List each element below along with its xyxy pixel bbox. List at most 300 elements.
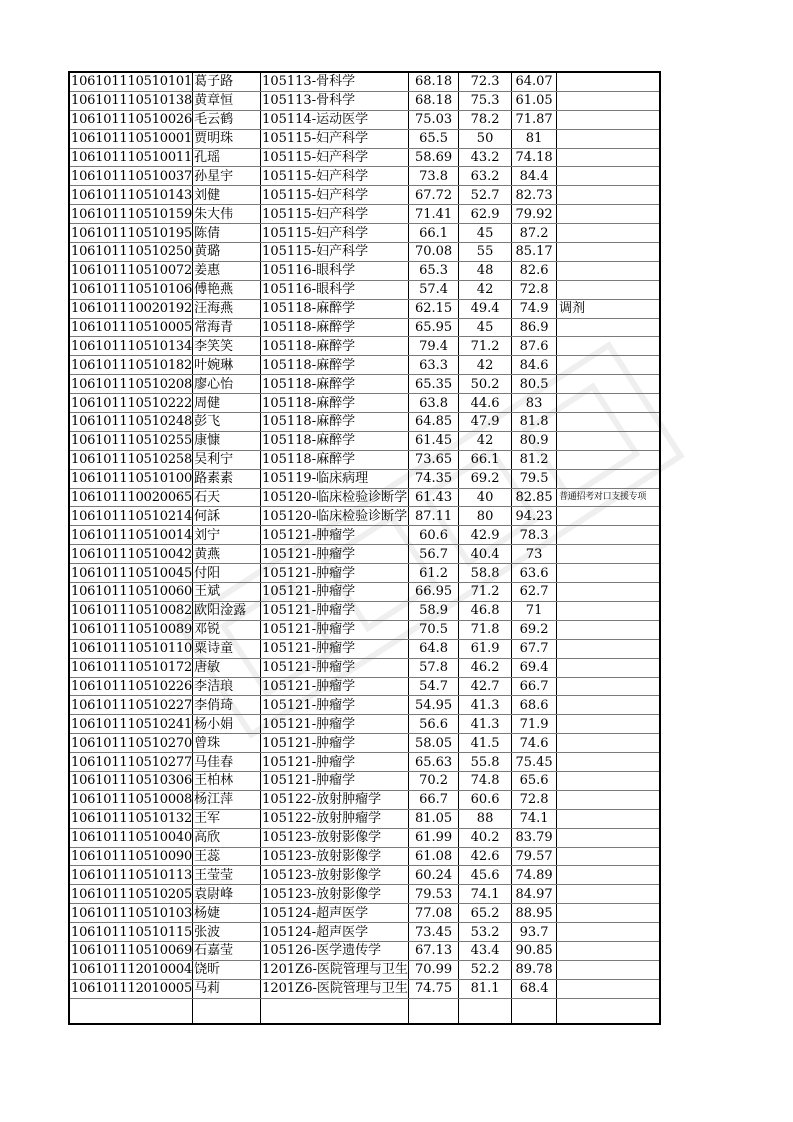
note-cell xyxy=(557,224,660,243)
score-2-cell: 65.2 xyxy=(459,904,512,923)
note-cell xyxy=(557,110,660,129)
name-cell: 邓锐 xyxy=(193,620,261,639)
score-2-cell: 71.2 xyxy=(459,583,512,602)
table-row xyxy=(69,715,660,734)
candidate-id-cell: 106101110510241 xyxy=(71,716,193,732)
score-3-cell: 65.6 xyxy=(512,771,557,790)
note-cell xyxy=(557,885,660,904)
name-cell: 王斌 xyxy=(193,583,261,602)
score-3-cell: 84.97 xyxy=(512,885,557,904)
table-row xyxy=(69,639,660,658)
name-cell: 石天 xyxy=(193,488,261,507)
score-2-cell: 62.9 xyxy=(459,205,512,224)
score-2-cell: 40 xyxy=(459,488,512,507)
candidate-id-cell: 106101110510069 xyxy=(71,943,193,959)
empty-cell xyxy=(261,998,409,1024)
score-3-cell: 78.3 xyxy=(512,526,557,545)
table-row xyxy=(69,960,660,979)
candidate-id-cell: 106101110510134 xyxy=(71,338,193,354)
score-3-cell: 82.73 xyxy=(512,186,557,205)
table-row xyxy=(69,110,660,129)
total-score-cell: 66.1 xyxy=(409,224,459,243)
candidate-id-cell: 106101110510226 xyxy=(71,678,193,694)
score-2-cell: 75.3 xyxy=(459,91,512,110)
candidate-id-cell: 106101110510132 xyxy=(71,811,193,827)
score-3-cell: 72.8 xyxy=(512,790,557,809)
score-2-cell: 61.9 xyxy=(459,639,512,658)
score-2-cell: 63.2 xyxy=(459,167,512,186)
major-cell: 105118-麻醉学 xyxy=(261,394,409,413)
major-cell: 105114-运动医学 xyxy=(261,110,409,129)
major-cell: 1201Z6-医院管理与卫生 xyxy=(262,962,408,978)
major-cell: 105118-麻醉学 xyxy=(261,356,409,375)
name-cell: 朱大伟 xyxy=(193,205,261,224)
note-cell xyxy=(557,847,660,866)
score-2-cell: 74.1 xyxy=(459,885,512,904)
table-row xyxy=(69,280,660,299)
candidate-id-cell: 106101110510205 xyxy=(71,886,193,902)
major-cell: 105124-超声医学 xyxy=(261,904,409,923)
name-cell: 马佳春 xyxy=(193,753,261,772)
table-row xyxy=(69,866,660,885)
major-cell: 1201Z6-医院管理与卫生 xyxy=(262,981,408,997)
name-cell: 毛云鹤 xyxy=(193,110,261,129)
table-row xyxy=(69,72,660,91)
major-cell: 105123-放射影像学 xyxy=(261,866,409,885)
score-3-cell: 80.5 xyxy=(512,375,557,394)
total-score-cell: 70.5 xyxy=(409,620,459,639)
score-2-cell: 78.2 xyxy=(459,110,512,129)
note-cell xyxy=(557,545,660,564)
note-cell xyxy=(557,564,660,583)
score-3-cell: 69.4 xyxy=(512,658,557,677)
major-cell: 105123-放射影像学 xyxy=(261,885,409,904)
note-cell xyxy=(557,205,660,224)
major-cell: 105118-麻醉学 xyxy=(261,299,409,318)
note-cell xyxy=(557,620,660,639)
table-row xyxy=(69,620,660,639)
candidate-id-cell: 106101110510008 xyxy=(71,792,193,808)
score-3-cell: 82.85 xyxy=(512,488,557,507)
score-3-cell: 87.2 xyxy=(512,224,557,243)
score-3-cell: 69.2 xyxy=(512,620,557,639)
name-cell: 饶昕 xyxy=(193,960,261,979)
score-3-cell: 82.6 xyxy=(512,261,557,280)
name-cell: 王柏林 xyxy=(193,771,261,790)
name-cell: 张波 xyxy=(193,923,261,942)
name-cell: 杨江萍 xyxy=(193,790,261,809)
table-row xyxy=(69,696,660,715)
candidate-id-cell: 106101110510214 xyxy=(71,508,193,524)
candidate-id-cell: 106101110510195 xyxy=(71,225,193,241)
major-cell: 105115-妇产科学 xyxy=(261,243,409,262)
candidate-id-cell: 106101110020192 xyxy=(71,301,193,317)
name-cell: 唐敏 xyxy=(193,658,261,677)
total-score-cell: 68.18 xyxy=(409,72,459,91)
candidate-id-cell: 106101110510143 xyxy=(71,187,193,203)
candidate-id-cell: 106101110510040 xyxy=(71,830,193,846)
major-cell: 105118-麻醉学 xyxy=(261,318,409,337)
candidate-id-cell: 106101112010005 xyxy=(71,981,193,997)
total-score-cell: 60.6 xyxy=(409,526,459,545)
total-score-cell: 54.7 xyxy=(409,677,459,696)
candidate-id-cell: 106101110510172 xyxy=(71,660,193,676)
name-cell: 黄璐 xyxy=(193,243,261,262)
candidate-id-cell: 106101110510037 xyxy=(71,168,193,184)
note-cell xyxy=(557,394,660,413)
major-cell: 105115-妇产科学 xyxy=(261,224,409,243)
score-2-cell: 72.3 xyxy=(459,72,512,91)
note-cell xyxy=(557,715,660,734)
candidate-id-cell: 106101110510250 xyxy=(71,244,193,260)
major-cell: 105121-肿瘤学 xyxy=(261,771,409,790)
major-cell: 105122-放射肿瘤学 xyxy=(261,790,409,809)
table-row xyxy=(69,677,660,696)
score-2-cell: 53.2 xyxy=(459,923,512,942)
empty-cell xyxy=(459,998,512,1024)
table-row xyxy=(69,809,660,828)
total-score-cell: 81.05 xyxy=(409,809,459,828)
candidate-id-cell: 106101110510227 xyxy=(71,697,193,713)
total-score-cell: 70.08 xyxy=(409,243,459,262)
note-cell xyxy=(557,469,660,488)
note-cell xyxy=(557,866,660,885)
table-row xyxy=(69,828,660,847)
table-row xyxy=(69,847,660,866)
score-3-cell: 67.7 xyxy=(512,639,557,658)
score-3-cell: 62.7 xyxy=(512,583,557,602)
score-2-cell: 42.9 xyxy=(459,526,512,545)
total-score-cell: 73.45 xyxy=(409,923,459,942)
empty-row xyxy=(69,998,660,1024)
score-2-cell: 69.2 xyxy=(459,469,512,488)
name-cell: 欧阳淦露 xyxy=(193,601,261,620)
major-cell: 105123-放射影像学 xyxy=(261,847,409,866)
score-2-cell: 48 xyxy=(459,261,512,280)
note-cell xyxy=(557,639,660,658)
candidate-id-cell: 106101110510138 xyxy=(71,93,193,109)
table-row xyxy=(69,979,660,998)
note-cell xyxy=(557,318,660,337)
candidate-id-cell: 106101110510090 xyxy=(71,848,193,864)
total-score-cell: 66.7 xyxy=(409,790,459,809)
major-cell: 105115-妇产科学 xyxy=(261,129,409,148)
candidate-id-cell: 106101110510106 xyxy=(71,282,193,298)
table-row xyxy=(69,224,660,243)
score-3-cell: 75.45 xyxy=(512,753,557,772)
total-score-cell: 54.95 xyxy=(409,696,459,715)
score-3-cell: 94.23 xyxy=(512,507,557,526)
score-2-cell: 45.6 xyxy=(459,866,512,885)
major-cell: 105121-肿瘤学 xyxy=(261,658,409,677)
name-cell: 王蕊 xyxy=(193,847,261,866)
total-score-cell: 87.11 xyxy=(409,507,459,526)
major-cell: 105122-放射肿瘤学 xyxy=(261,809,409,828)
score-3-cell: 68.4 xyxy=(512,979,557,998)
score-3-cell: 84.6 xyxy=(512,356,557,375)
score-2-cell: 46.8 xyxy=(459,601,512,620)
name-cell: 刘宁 xyxy=(193,526,261,545)
name-cell: 康慷 xyxy=(193,431,261,450)
name-cell: 路素素 xyxy=(193,469,261,488)
name-cell: 葛子路 xyxy=(193,72,261,91)
major-cell: 105121-肿瘤学 xyxy=(261,620,409,639)
score-3-cell: 81.2 xyxy=(512,450,557,469)
empty-cell xyxy=(557,998,660,1024)
score-3-cell: 86.9 xyxy=(512,318,557,337)
name-cell: 高欣 xyxy=(193,828,261,847)
major-cell: 105115-妇产科学 xyxy=(261,148,409,167)
empty-cell xyxy=(193,998,261,1024)
score-3-cell: 64.07 xyxy=(512,72,557,91)
name-cell: 杨婕 xyxy=(193,904,261,923)
candidate-id-cell: 106101110510277 xyxy=(71,754,193,770)
name-cell: 王军 xyxy=(193,809,261,828)
score-2-cell: 66.1 xyxy=(459,450,512,469)
score-2-cell: 42.7 xyxy=(459,677,512,696)
note-cell xyxy=(557,167,660,186)
total-score-cell: 56.6 xyxy=(409,715,459,734)
name-cell: 付阳 xyxy=(193,564,261,583)
total-score-cell: 77.08 xyxy=(409,904,459,923)
note-cell xyxy=(557,828,660,847)
total-score-cell: 58.05 xyxy=(409,734,459,753)
table-row xyxy=(69,431,660,450)
total-score-cell: 73.8 xyxy=(409,167,459,186)
candidate-id-cell: 106101110510026 xyxy=(71,112,193,128)
table-row xyxy=(69,941,660,960)
candidate-id-cell: 106101110510115 xyxy=(71,924,193,940)
total-score-cell: 79.53 xyxy=(409,885,459,904)
score-2-cell: 42 xyxy=(459,431,512,450)
name-cell: 李洁琅 xyxy=(193,677,261,696)
note-cell xyxy=(557,677,660,696)
major-cell: 105115-妇产科学 xyxy=(261,205,409,224)
total-score-cell: 74.35 xyxy=(409,469,459,488)
score-2-cell: 42 xyxy=(459,356,512,375)
note-cell xyxy=(557,601,660,620)
total-score-cell: 61.43 xyxy=(409,488,459,507)
candidate-id-cell: 106101110510255 xyxy=(71,433,193,449)
table-row xyxy=(69,601,660,620)
total-score-cell: 65.63 xyxy=(409,753,459,772)
name-cell: 李笑笑 xyxy=(193,337,261,356)
total-score-cell: 60.24 xyxy=(409,866,459,885)
major-cell: 105121-肿瘤学 xyxy=(261,526,409,545)
table-row xyxy=(69,356,660,375)
table-row xyxy=(69,167,660,186)
name-cell: 周健 xyxy=(193,394,261,413)
note-cell xyxy=(557,72,660,91)
note-cell xyxy=(557,923,660,942)
candidate-id-cell: 106101110510005 xyxy=(71,320,193,336)
candidate-id-cell: 106101110510306 xyxy=(71,773,193,789)
score-3-cell: 71.9 xyxy=(512,715,557,734)
table-row xyxy=(69,488,660,507)
score-3-cell: 72.8 xyxy=(512,280,557,299)
total-score-cell: 64.8 xyxy=(409,639,459,658)
major-cell: 105121-肿瘤学 xyxy=(261,715,409,734)
note-cell xyxy=(557,91,660,110)
table-row xyxy=(69,507,660,526)
score-2-cell: 80 xyxy=(459,507,512,526)
score-3-cell: 79.92 xyxy=(512,205,557,224)
name-cell: 杨小娟 xyxy=(193,715,261,734)
score-3-cell: 73 xyxy=(512,545,557,564)
table-row xyxy=(69,337,660,356)
score-2-cell: 52.7 xyxy=(459,186,512,205)
name-cell: 王莹莹 xyxy=(193,866,261,885)
score-3-cell: 74.9 xyxy=(512,299,557,318)
score-2-cell: 45 xyxy=(459,318,512,337)
table-row xyxy=(69,261,660,280)
table-row xyxy=(69,299,660,318)
empty-cell xyxy=(512,998,557,1024)
table-row xyxy=(69,564,660,583)
major-cell: 105118-麻醉学 xyxy=(261,337,409,356)
major-cell: 105118-麻醉学 xyxy=(261,450,409,469)
name-cell: 袁尉峰 xyxy=(193,885,261,904)
score-2-cell: 41.5 xyxy=(459,734,512,753)
major-cell: 105121-肿瘤学 xyxy=(261,734,409,753)
table-row xyxy=(69,413,660,432)
table-row xyxy=(69,526,660,545)
total-score-cell: 70.99 xyxy=(409,960,459,979)
major-cell: 105116-眼科学 xyxy=(261,261,409,280)
total-score-cell: 58.9 xyxy=(409,601,459,620)
total-score-cell: 58.69 xyxy=(409,148,459,167)
total-score-cell: 57.4 xyxy=(409,280,459,299)
name-cell: 彭飞 xyxy=(193,413,261,432)
score-3-cell: 83.79 xyxy=(512,828,557,847)
score-3-cell: 61.05 xyxy=(512,91,557,110)
score-2-cell: 43.2 xyxy=(459,148,512,167)
table-row xyxy=(69,91,660,110)
score-3-cell: 74.18 xyxy=(512,148,557,167)
table-row xyxy=(69,129,660,148)
score-2-cell: 50 xyxy=(459,129,512,148)
candidate-id-cell: 106101110510072 xyxy=(71,263,193,279)
major-cell: 105115-妇产科学 xyxy=(261,186,409,205)
table-row xyxy=(69,583,660,602)
table-row xyxy=(69,450,660,469)
name-cell: 孔瑶 xyxy=(193,148,261,167)
candidate-id-cell: 106101110510248 xyxy=(71,414,193,430)
note-cell xyxy=(557,526,660,545)
total-score-cell: 61.2 xyxy=(409,564,459,583)
score-2-cell: 46.2 xyxy=(459,658,512,677)
candidate-id-cell: 106101110510042 xyxy=(71,546,193,562)
candidate-id-cell: 106101110510060 xyxy=(71,584,193,600)
table-row xyxy=(69,753,660,772)
name-cell: 粟诗童 xyxy=(193,639,261,658)
note-cell xyxy=(557,431,660,450)
note-cell xyxy=(557,450,660,469)
score-2-cell: 88 xyxy=(459,809,512,828)
total-score-cell: 62.15 xyxy=(409,299,459,318)
candidate-id-cell: 106101110510270 xyxy=(71,735,193,751)
score-3-cell: 90.85 xyxy=(512,941,557,960)
name-cell: 石嘉莹 xyxy=(193,941,261,960)
total-score-cell: 64.85 xyxy=(409,413,459,432)
total-score-cell: 65.3 xyxy=(409,261,459,280)
note-cell: 普通招考对口支援专项 xyxy=(557,488,660,507)
major-cell: 105121-肿瘤学 xyxy=(261,564,409,583)
total-score-cell: 65.35 xyxy=(409,375,459,394)
score-3-cell: 63.6 xyxy=(512,564,557,583)
score-2-cell: 60.6 xyxy=(459,790,512,809)
table-row xyxy=(69,734,660,753)
candidate-id-cell: 106101110510159 xyxy=(71,206,193,222)
note-cell xyxy=(557,356,660,375)
score-2-cell: 49.4 xyxy=(459,299,512,318)
score-2-cell: 55.8 xyxy=(459,753,512,772)
table-row xyxy=(69,318,660,337)
score-2-cell: 50.2 xyxy=(459,375,512,394)
total-score-cell: 61.45 xyxy=(409,431,459,450)
name-cell: 陈倩 xyxy=(193,224,261,243)
score-3-cell: 68.6 xyxy=(512,696,557,715)
candidate-id-cell: 106101110510089 xyxy=(71,622,193,638)
score-3-cell: 74.6 xyxy=(512,734,557,753)
table-row xyxy=(69,885,660,904)
total-score-cell: 68.18 xyxy=(409,91,459,110)
score-3-cell: 89.78 xyxy=(512,960,557,979)
name-cell: 刘健 xyxy=(193,186,261,205)
major-cell: 105126-医学遗传学 xyxy=(261,941,409,960)
note-cell xyxy=(557,148,660,167)
name-cell: 李俏琦 xyxy=(193,696,261,715)
table-row xyxy=(69,148,660,167)
total-score-cell: 56.7 xyxy=(409,545,459,564)
candidate-id-cell: 106101110510100 xyxy=(71,471,193,487)
candidate-id-cell: 106101110510082 xyxy=(71,603,193,619)
note-cell xyxy=(557,186,660,205)
total-score-cell: 66.95 xyxy=(409,583,459,602)
total-score-cell: 63.3 xyxy=(409,356,459,375)
total-score-cell: 65.5 xyxy=(409,129,459,148)
candidate-id-cell: 106101110510045 xyxy=(71,565,193,581)
score-3-cell: 66.7 xyxy=(512,677,557,696)
table-row xyxy=(69,243,660,262)
total-score-cell: 67.13 xyxy=(409,941,459,960)
score-2-cell: 43.4 xyxy=(459,941,512,960)
note-cell xyxy=(557,583,660,602)
candidate-id-cell: 106101110510110 xyxy=(71,641,193,657)
major-cell: 105113-骨科学 xyxy=(261,91,409,110)
table-row xyxy=(69,186,660,205)
score-table xyxy=(68,71,661,1025)
score-2-cell: 42 xyxy=(459,280,512,299)
score-3-cell: 93.7 xyxy=(512,923,557,942)
note-cell xyxy=(557,960,660,979)
empty-cell xyxy=(69,998,193,1024)
total-score-cell: 75.03 xyxy=(409,110,459,129)
name-cell: 何訸 xyxy=(193,507,261,526)
major-cell: 105121-肿瘤学 xyxy=(261,583,409,602)
score-2-cell: 74.8 xyxy=(459,771,512,790)
note-cell xyxy=(557,696,660,715)
score-3-cell: 71 xyxy=(512,601,557,620)
name-cell: 孙星宇 xyxy=(193,167,261,186)
candidate-id-cell: 106101110510103 xyxy=(71,905,193,921)
note-cell xyxy=(557,658,660,677)
score-3-cell: 80.9 xyxy=(512,431,557,450)
total-score-cell: 57.8 xyxy=(409,658,459,677)
major-cell: 105121-肿瘤学 xyxy=(261,753,409,772)
note-cell xyxy=(557,771,660,790)
score-3-cell: 88.95 xyxy=(512,904,557,923)
